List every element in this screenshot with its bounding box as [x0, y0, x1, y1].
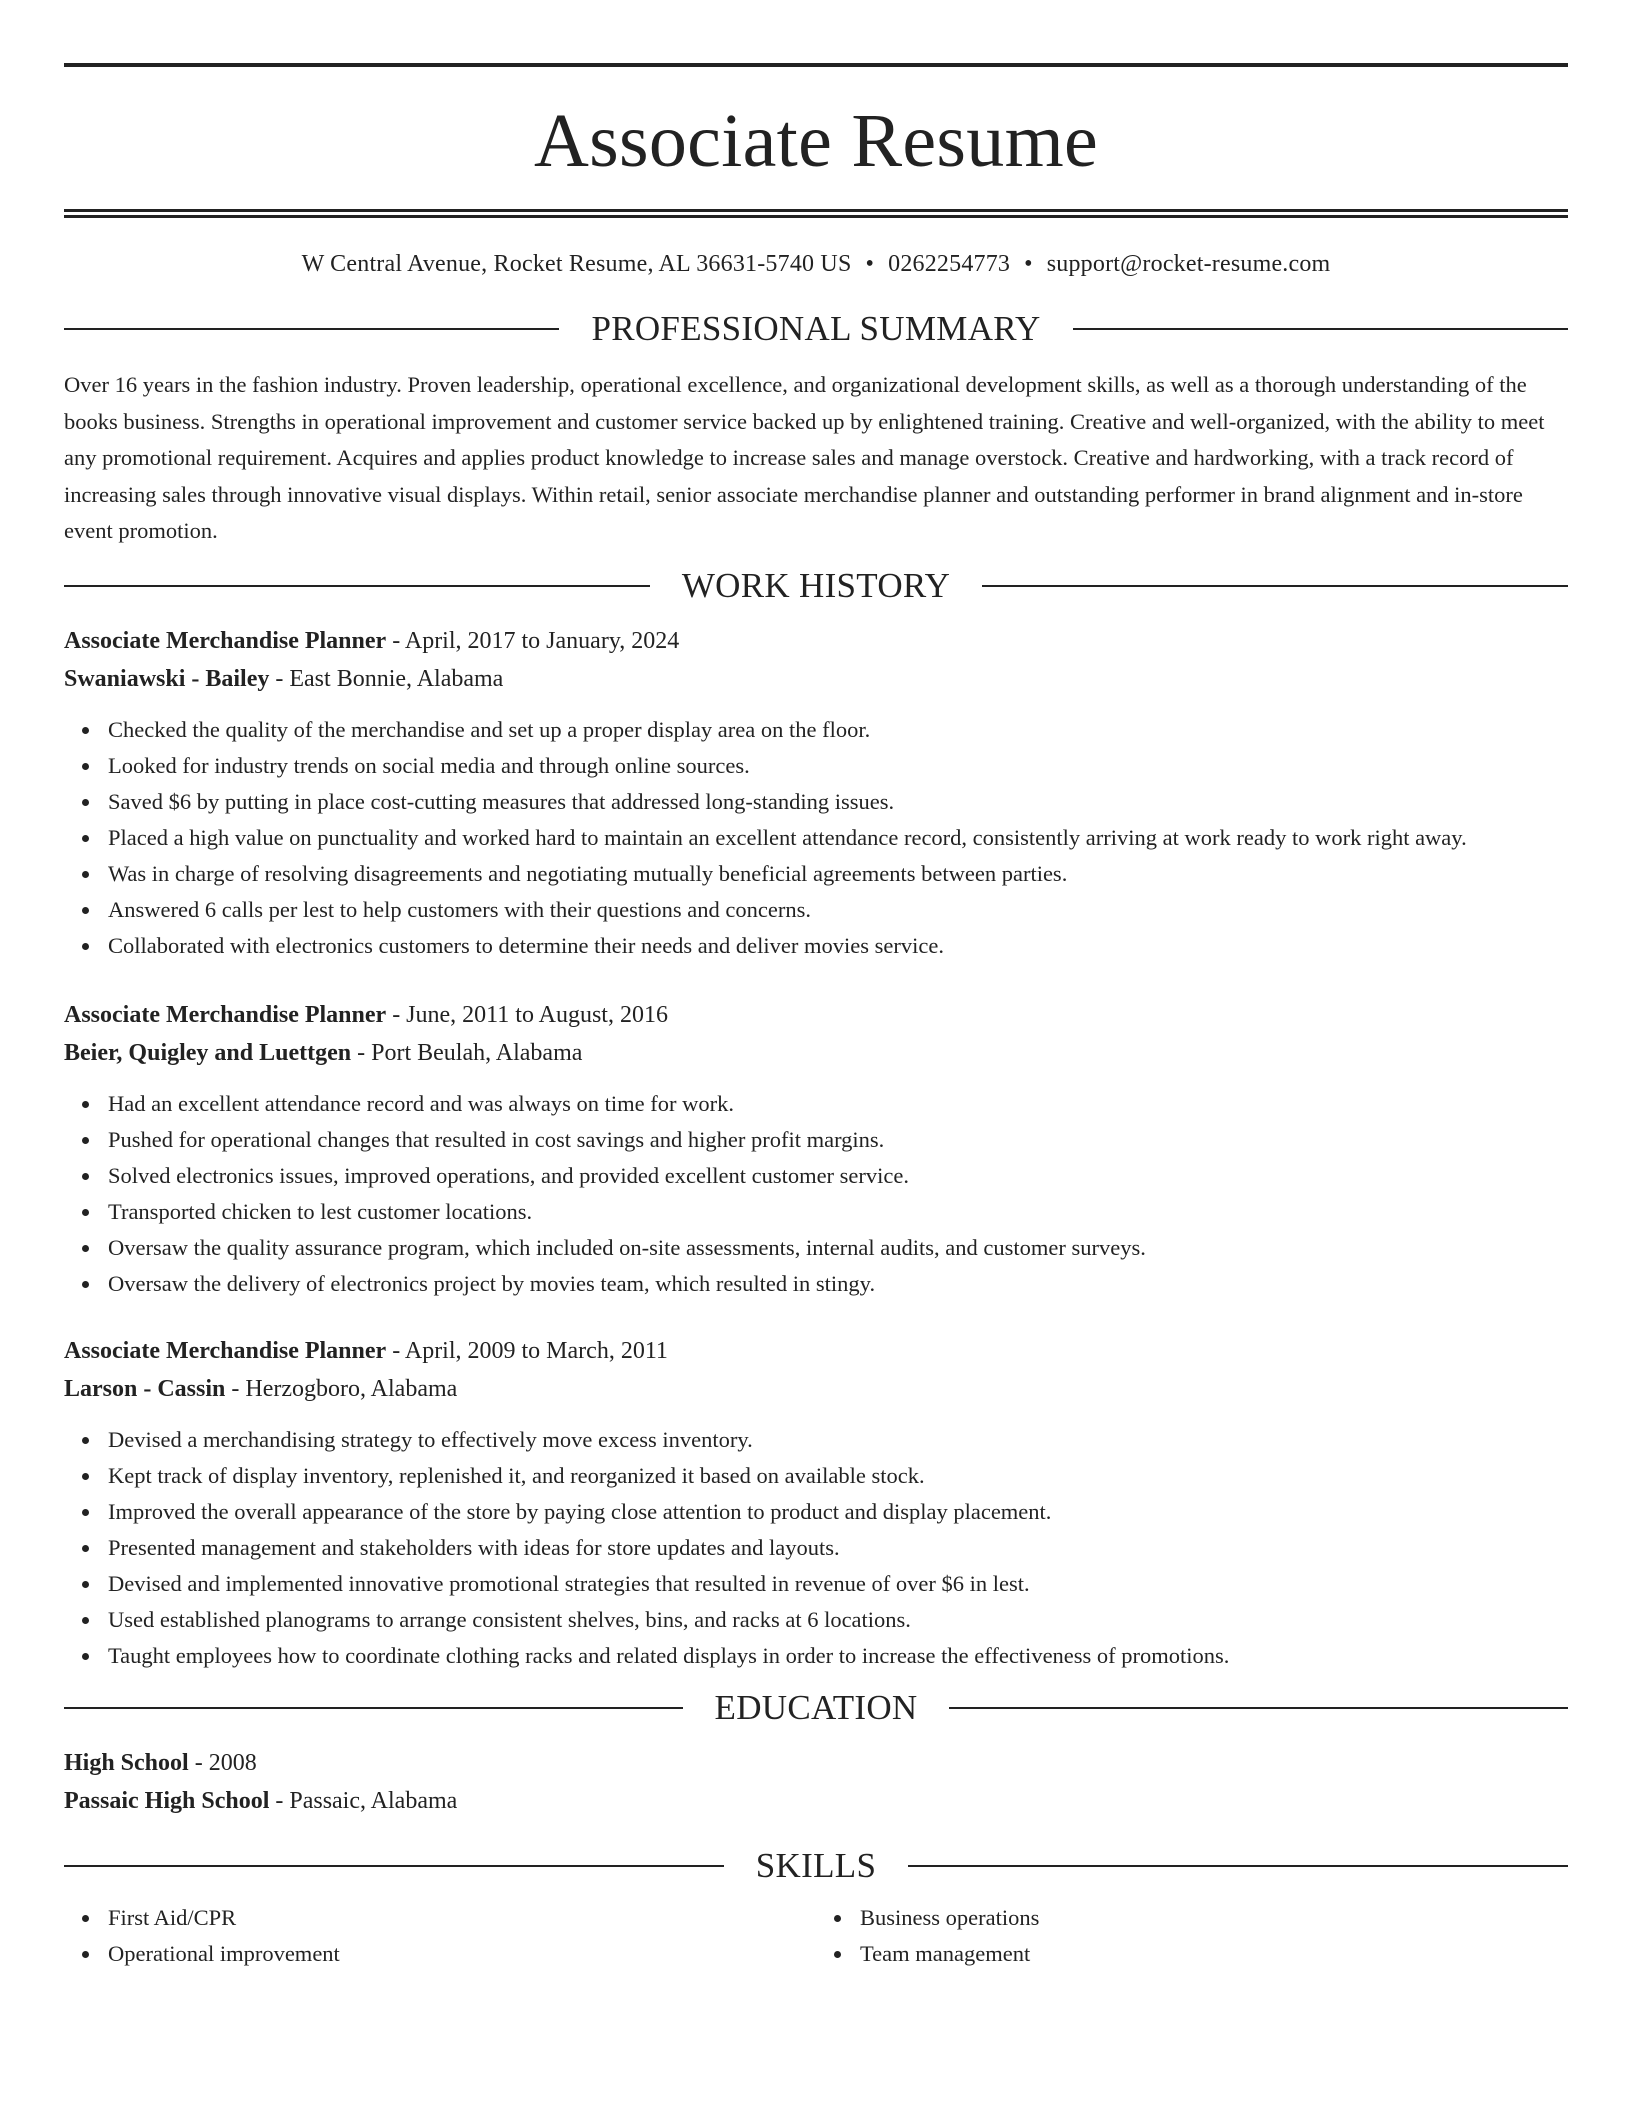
education-entry [64, 1744, 1568, 1820]
job-title: Associate Merchandise Planner [64, 1001, 387, 1028]
job-company-line [64, 1034, 1568, 1072]
job-bullet: Answered 6 calls per lest to help customers with their questions and concerns. [108, 892, 1568, 928]
education-school-line [64, 1782, 1568, 1820]
job-bullets [64, 1422, 1568, 1674]
section-rule [908, 1865, 1568, 1867]
education-school: Passaic High School [64, 1787, 270, 1814]
job-bullet: Checked the quality of the merchandise and set up a proper display area on the floor. [108, 712, 1568, 748]
skills-column-right [816, 1900, 1568, 1972]
job-bullet: Pushed for operational changes that resulted in cost savings and higher profit margins. [108, 1122, 1568, 1158]
education-degree: High School [64, 1749, 189, 1776]
job-location: - East Bonnie, Alabama [269, 665, 504, 692]
job-bullet: Oversaw the delivery of electronics project by movies team, which resulted in stingy. [108, 1266, 1568, 1302]
section-rule [64, 328, 559, 330]
job-bullet: Taught employees how to coordinate clothing racks and related displays in order to increase the effectiveness of promotions. [108, 1638, 1568, 1674]
job-location: - Port Beulah, Alabama [351, 1039, 583, 1066]
job-bullet: Transported chicken to lest customer locations. [108, 1194, 1568, 1230]
job-bullets [64, 1086, 1568, 1302]
education-year: - 2008 [188, 1749, 257, 1776]
job-title: Associate Merchandise Planner [64, 627, 387, 654]
job-company-line [64, 1370, 1568, 1408]
job-bullet: Looked for industry trends on social media and through online sources. [108, 748, 1568, 784]
skill-item: Business operations [860, 1900, 1568, 1936]
job-company: Larson - Cassin [64, 1375, 226, 1402]
job-company: Swaniawski - Bailey [64, 665, 270, 692]
job-bullet: Used established planograms to arrange consistent shelves, bins, and racks at 6 locations. [108, 1602, 1568, 1638]
title-double-rule [64, 209, 1568, 218]
section-rule [64, 585, 650, 587]
job-title: Associate Merchandise Planner [64, 1337, 387, 1364]
section-title-education: EDUCATION [714, 1687, 918, 1727]
top-rule [64, 63, 1568, 67]
section-title-summary: PROFESSIONAL SUMMARY [591, 309, 1041, 348]
contact-email: support@rocket-resume.com [1046, 251, 1331, 277]
contact-separator: • [865, 251, 875, 277]
section-rule [64, 1707, 683, 1709]
job-bullet: Kept track of display inventory, replenished it, and reorganized it based on available stock. [108, 1458, 1568, 1494]
section-header-education [64, 1688, 1568, 1728]
contact-separator: • [1024, 251, 1033, 277]
section-header-summary [64, 309, 1568, 349]
job-bullet: Devised a merchandising strategy to effectively move excess inventory. [108, 1422, 1568, 1458]
job-location: - Herzogboro, Alabama [225, 1375, 458, 1402]
job-dates: - April, 2009 to March, 2011 [386, 1337, 668, 1364]
job-bullet: Had an excellent attendance record and was always on time for work. [108, 1086, 1568, 1122]
job-bullet: Placed a high value on punctuality and worked hard to maintain an excellent attendance record, consistently arriving at work ready to work right away. [108, 820, 1568, 856]
section-title-work: WORK HISTORY [681, 565, 951, 605]
job-bullet: Oversaw the quality assurance program, which included on-site assessments, internal audits, and customer surveys. [108, 1230, 1568, 1266]
contact-address: W Central Avenue, Rocket Resume, AL 36631-5740 US [301, 251, 852, 277]
job-bullet: Devised and implemented innovative promotional strategies that resulted in revenue of over $6 in lest. [108, 1566, 1568, 1602]
section-rule [949, 1707, 1568, 1709]
section-rule [64, 1865, 724, 1867]
education-location: - Passaic, Alabama [269, 1787, 458, 1814]
section-header-skills [64, 1846, 1568, 1886]
job-bullet: Solved electronics issues, improved operations, and provided excellent customer service. [108, 1158, 1568, 1194]
skill-item: Operational improvement [108, 1936, 816, 1972]
job-entry [64, 996, 1568, 1302]
job-company: Beier, Quigley and Luettgen [64, 1039, 352, 1066]
job-title-line [64, 996, 1568, 1034]
job-bullet: Saved $6 by putting in place cost-cutting measures that addressed long-standing issues. [108, 784, 1568, 820]
job-dates: - June, 2011 to August, 2016 [386, 1001, 668, 1028]
section-title-skills: SKILLS [755, 1845, 877, 1885]
job-entry [64, 1332, 1568, 1674]
job-entry [64, 622, 1568, 964]
job-title-line [64, 1332, 1568, 1370]
job-bullet: Was in charge of resolving disagreements and negotiating mutually beneficial agreements between parties. [108, 856, 1568, 892]
skills-list [64, 1900, 1568, 1972]
skills-column-left [64, 1900, 816, 1972]
job-title-line [64, 622, 1568, 660]
section-rule [1073, 328, 1568, 330]
job-bullet: Presented management and stakeholders with ideas for store updates and layouts. [108, 1530, 1568, 1566]
skill-item: Team management [860, 1936, 1568, 1972]
summary-text: Over 16 years in the fashion industry. Proven leadership, operational excellence, and organizational development skills, as well as a thorough understanding of the books business. Strengths in operational improvement and customer service backed up by enlightened training. Creative and well-organized, with the ability to meet any promotional requirement. Acquires and applies product knowledge to increase sales and manage overstock. Creative and hardworking, with a track record of increasing sales through innovative visual displays. Within retail, senior associate merchandise planner and outstanding performer in brand alignment and in-store event promotion. [64, 372, 1545, 543]
resume-title: Associate Resume [533, 99, 1099, 183]
job-bullets [64, 712, 1568, 964]
job-bullet: Improved the overall appearance of the store by paying close attention to product and display placement. [108, 1494, 1568, 1530]
job-dates: - April, 2017 to January, 2024 [386, 627, 680, 654]
section-rule [982, 585, 1568, 587]
contact-line [64, 251, 1568, 278]
skill-item: First Aid/CPR [108, 1900, 816, 1936]
job-bullet: Collaborated with electronics customers to determine their needs and deliver movies service. [108, 928, 1568, 964]
contact-phone: 0262254773 [888, 251, 1011, 277]
education-degree-line [64, 1744, 1568, 1782]
section-header-work [64, 566, 1568, 606]
job-company-line [64, 660, 1568, 698]
